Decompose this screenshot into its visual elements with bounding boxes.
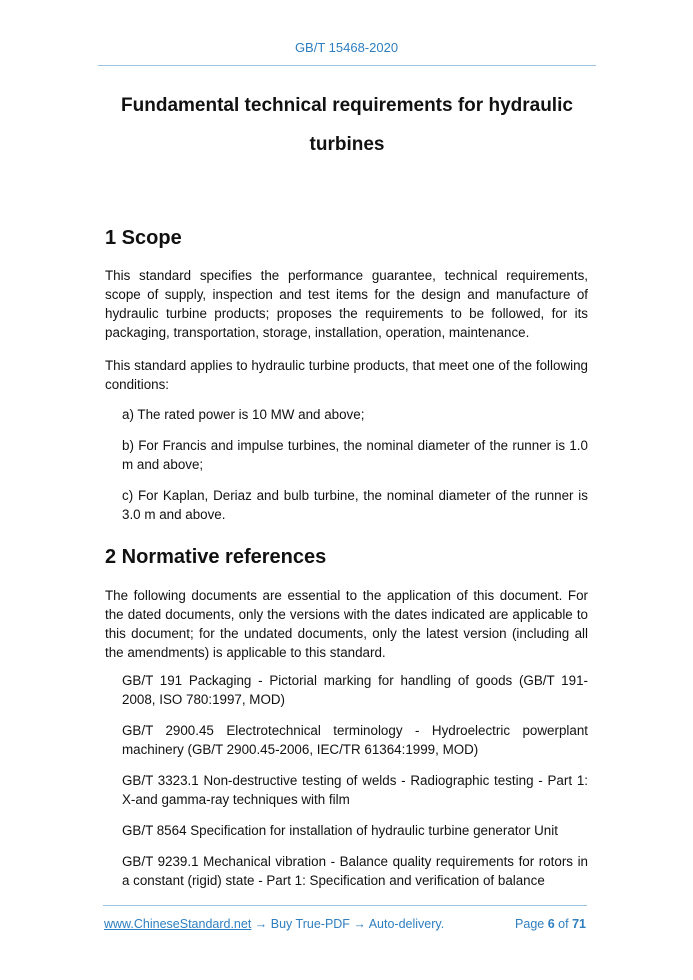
list-text: For Francis and impulse turbines, the nominal diameter of the runner is 1.0 m and above; <box>122 438 588 472</box>
reference-text: GB/T 2900.45 Electrotechnical terminology - Hydroelectric powerplant machinery (GB/T 2900.45-2006, IEC/TR 61364:1999, MOD) <box>122 723 588 757</box>
list-item <box>105 405 588 424</box>
title-line-2: turbines <box>309 134 385 155</box>
reference-text: GB/T 8564 Specification for installation of hydraulic turbine generator Unit <box>122 823 558 838</box>
reference-item-4 <box>105 821 588 840</box>
page-indicator <box>515 917 586 931</box>
scope-list-item-a <box>105 405 588 424</box>
scope-list-item-c <box>105 486 588 524</box>
normative-paragraph-container <box>105 586 588 662</box>
reference-text: GB/T 191 Packaging - Pictorial marking for handling of goods (GB/T 191-2008, ISO 780:1997, MOD) <box>122 673 588 707</box>
page-label: Page <box>515 917 545 931</box>
footer-divider <box>103 905 587 906</box>
scope-list-item-b <box>105 436 588 474</box>
section-normative-references <box>105 545 588 569</box>
reference-item-2 <box>105 721 588 759</box>
reference-text: GB/T 3323.1 Non-destructive testing of welds - Radiographic testing - Part 1: X-and gamma-ray techniques with film <box>122 773 588 807</box>
page-of: of <box>558 917 569 931</box>
scope-paragraph-2-container <box>105 356 588 394</box>
section-heading-normative-references: 2 Normative references <box>105 546 327 568</box>
document-code-header: GB/T 15468-2020 <box>294 40 399 55</box>
header-divider <box>98 65 596 66</box>
section-heading-scope: 1 Scope <box>105 227 182 249</box>
footer-promo <box>104 917 444 931</box>
scope-paragraph-1-container <box>105 266 588 342</box>
section-scope <box>105 226 588 250</box>
scope-paragraph-1: This standard specifies the performance guarantee, technical requirements, scope of supply, inspection and test items for the design and manufacture of hydraulic turbine products; proposes the requirements to be followed, for its packaging, transportation, storage, installation, operation, maintenance. <box>105 268 588 340</box>
document-title <box>98 86 596 164</box>
reference-item-3 <box>105 771 588 809</box>
reference-text: GB/T 9239.1 Mechanical vibration - Balance quality requirements for rotors in a constant (rigid) state - Part 1: Specification and verification of balance <box>122 854 588 888</box>
list-marker: c) <box>122 488 134 503</box>
footer-promo-text: → Buy True-PDF → Auto-delivery. <box>251 917 445 931</box>
normative-paragraph: The following documents are essential to the application of this document. For the dated documents, only the versions with the dates indicated are applicable to this document; for the undated documents, only the latest version (including all the amendments) is applicable to this standard. <box>105 588 588 660</box>
list-item <box>105 436 588 474</box>
reference-item-1 <box>105 671 588 709</box>
page-current: 6 <box>547 917 555 931</box>
list-marker: a) <box>122 407 134 422</box>
page-footer <box>104 917 586 931</box>
list-text: The rated power is 10 MW and above; <box>137 407 365 422</box>
list-marker: b) <box>122 438 134 453</box>
reference-item-5 <box>105 852 588 890</box>
title-line-1: Fundamental technical requirements for hydraulic <box>121 95 573 116</box>
list-item <box>105 486 588 524</box>
page-total: 71 <box>572 917 586 931</box>
list-text: For Kaplan, Deriaz and bulb turbine, the nominal diameter of the runner is 3.0 m and above. <box>122 488 588 522</box>
chinesestandard-link[interactable]: www.ChineseStandard.net <box>104 917 252 931</box>
scope-paragraph-2: This standard applies to hydraulic turbine products, that meet one of the following conditions: <box>105 358 588 392</box>
